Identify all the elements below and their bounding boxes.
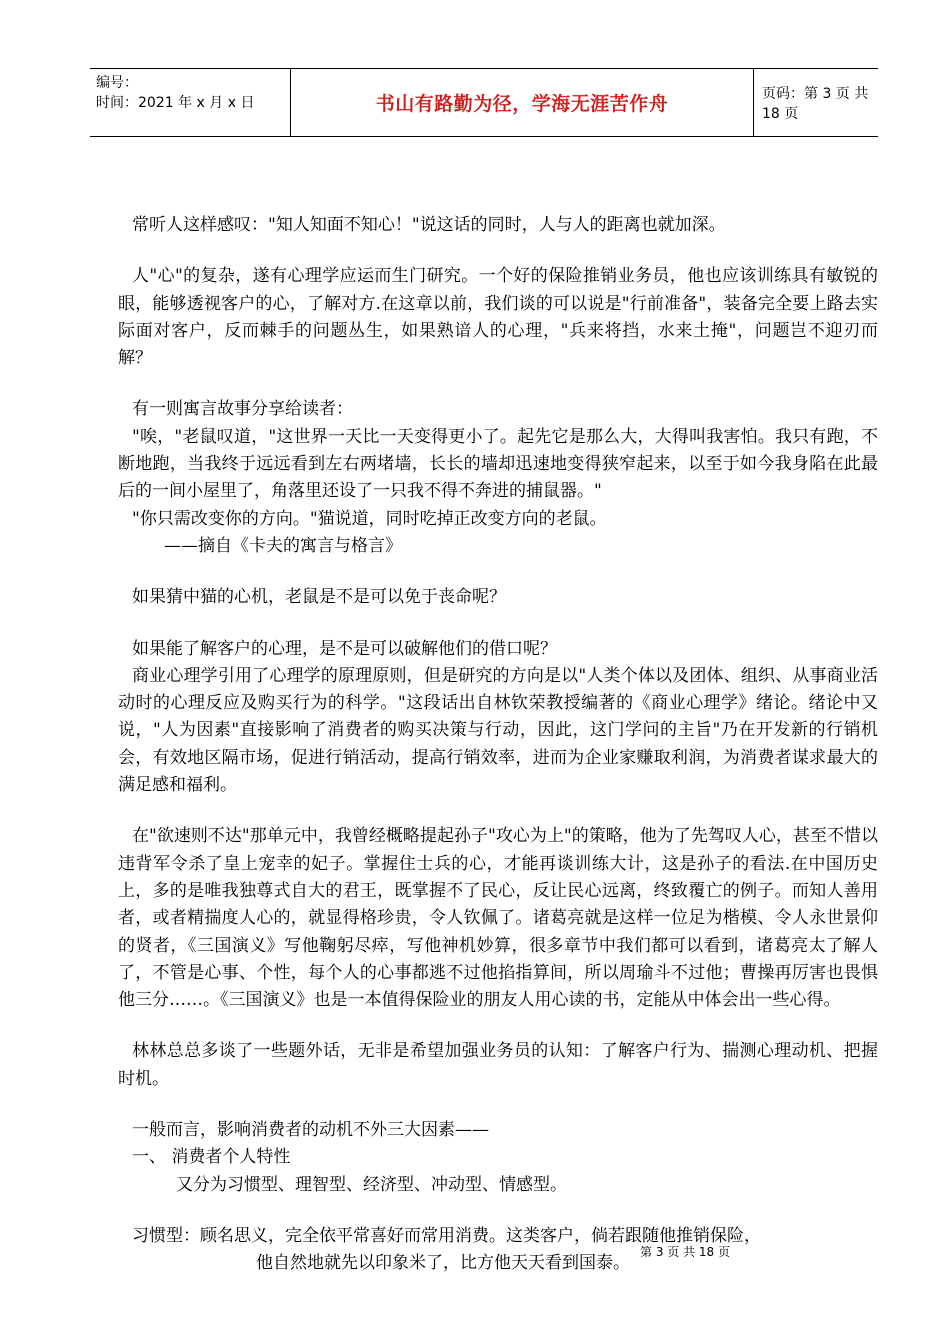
definition-line: 习惯型：顾名思义，完全依平常喜好而常用消费。这类客户，倘若跟随他推销保险， [132, 1225, 761, 1246]
list-subtext: 又分为习惯型、理智型、经济型、冲动型、情感型。 [176, 1174, 567, 1195]
header-motto: 书山有路勤为径，学海无涯苦作舟 [290, 69, 754, 136]
paragraph: 在"欲速则不达"那单元中，我曾经概略提起孙子"攻心为上"的策略，他为了先驾叹人心，甚至不惜以违背军令杀了皇上宠幸的妃子。掌握住士兵的心，才能再谈训练大计，这是孙子的看法.在中国历史上，多的是唯我独尊式自大的君王，既掌握不了民心，反让民心远离，终致覆亡的例子。而知人善用者，或者精揣度人心的，就显得格珍贵，令人钦佩了。诸葛亮就是这样一位足为楷模、令人永世景仰的贤者，《三国演义》写他鞠躬尽瘁，写他神机妙算，很多章节中我们都可以看到，诸葛亮太了解人了，不管是心事、个性，每个人的心事都逃不过他掐指算间，所以周瑜斗不过他；曹操再厉害也畏惧他三分……。《三国演义》也是一本值得保险业的朋友人用心读的书，定能从中体会出一些心得。 [118, 826, 878, 1011]
body-text [118, 212, 878, 1278]
time-label: 时间：2021 年 x 月 x 日 [96, 95, 255, 111]
header-page-label: 页码：第 3 页 共 18 页 [762, 85, 869, 122]
list-heading: 一、 消费者个人特性 [132, 1147, 291, 1168]
paragraph: 一般而言，影响消费者的动机不外三大因素—— [132, 1120, 489, 1141]
paragraph: 如果猜中猫的心机，老鼠是不是可以免于丧命呢？ [132, 587, 506, 608]
page-footer: 第 3 页 共 18 页 [640, 1245, 730, 1259]
paragraph: 如果能了解客户的心理，是不是可以破解他们的借口呢？ [132, 638, 557, 659]
number-label: 编号： [96, 75, 138, 91]
paragraph: 有一则寓言故事分享给读者： [132, 399, 353, 420]
paragraph: 人"心"的复杂，遂有心理学应运而生门研究。一个好的保险推销业务员，他也应该训练具有敏锐的眼，能够透视客户的心，了解对方.在这章以前，我们谈的可以说是"行前准备"，装备完全要上路去实际面对客户，反而棘手的问题丛生，如果熟谙人的心理，"兵来将挡，水来土掩"，问题岂不迎刃而解？ [118, 266, 878, 369]
paragraph: 常听人这样感叹："知人知面不知心！"说这话的同时，人与人的距离也就加深。 [132, 215, 726, 235]
paragraph: "唉，"老鼠叹道，"这世界一天比一天变得更小了。起先它是那么大，大得叫我害怕。我只有跑，不断地跑，当我终于远远看到左右两堵墙，长长的墙却迅速地变得狭窄起来，以至于如今我身陷在此最后的一间小屋里了，角落里还设了一只我不得不奔进的捕鼠器。" [118, 426, 878, 502]
header-table [90, 68, 878, 137]
header-meta-cell [90, 69, 290, 136]
quote-source: ——摘自《卡夫的寓言与格言》 [164, 535, 402, 556]
paragraph: 林林总总多谈了一些题外话，无非是希望加强业务员的认知：了解客户行为、揣测心理动机、把握时机。 [118, 1041, 878, 1089]
definition-continuation: 他自然地就先以印象米了，比方他天天看到国泰。 [256, 1253, 630, 1274]
paragraph: "你只需改变你的方向。"猫说道，同时吃掉正改变方向的老鼠。 [132, 508, 607, 529]
paragraph: 商业心理学引用了心理学的原理原则，但是研究的方向是以"人类个体以及团体、组织、从事商业活动时的心理反应及购买行为的科学。"这段话出自林钦荣教授编著的《商业心理学》绪论。绪论中又说，"人为因素"直接影响了消费者的购买决策与行动，因此，这门学问的主旨"乃在开发新的行销机会，有效地区隔市场，促进行销活动，提高行销效率，进而为企业家赚取利润，为消费者谋求最大的满足感和福利。 [118, 665, 878, 796]
